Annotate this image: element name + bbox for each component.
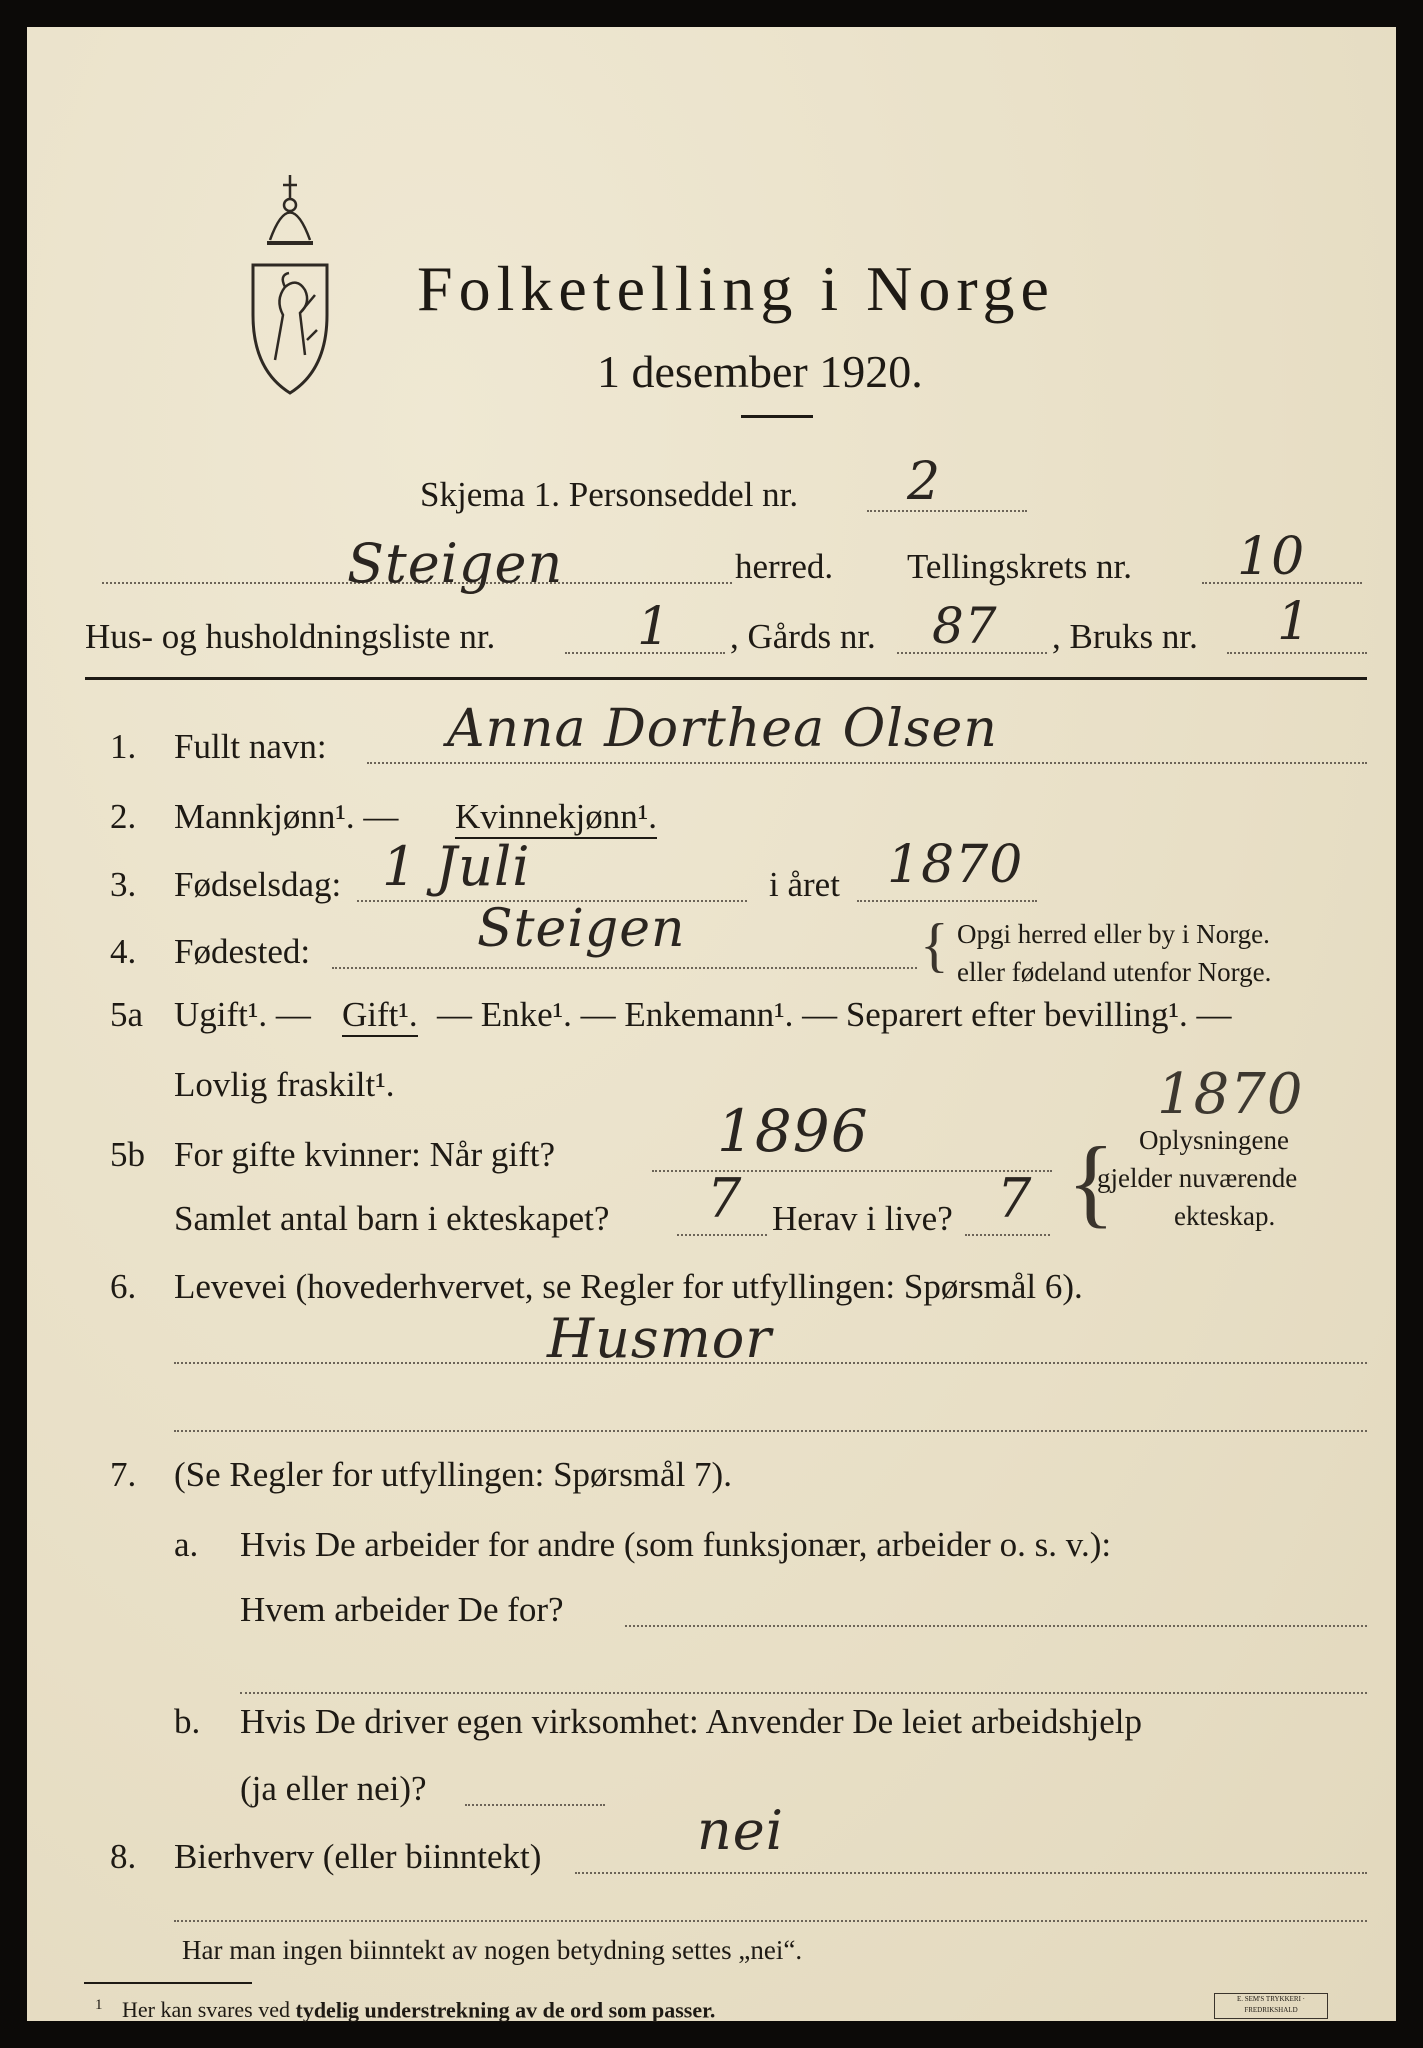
- schema-label: Skjema 1. Personseddel nr.: [420, 475, 799, 514]
- q5b-alive-value: 7: [997, 1167, 1033, 1230]
- q8-dotted-line: [575, 1872, 1367, 1874]
- q5b-note-line1: Oplysningene: [1139, 1125, 1289, 1155]
- q5b-number: 5b: [110, 1135, 145, 1174]
- bruks-dotted-line: [1227, 652, 1367, 654]
- q7a-line1: Hvis De arbeider for andre (som funksjonær, arbeider o. s. v.):: [240, 1525, 1112, 1564]
- header-divider: [85, 677, 1367, 680]
- q5b-married-value: 1896: [717, 1097, 869, 1165]
- q5b-alive-dotted-line: [965, 1234, 1050, 1236]
- gards-label: , Gårds nr.: [730, 617, 876, 656]
- q4-note-brace: {: [920, 912, 949, 978]
- q4-value: Steigen: [477, 899, 686, 959]
- q3-label: Fødselsdag:: [174, 865, 342, 904]
- q5b-note-line3: ekteskap.: [1174, 1201, 1276, 1231]
- q3-year-label: i året: [769, 865, 840, 904]
- q3-number: 3.: [110, 865, 137, 904]
- q7a-dotted-line2: [240, 1692, 1367, 1694]
- q3-year-value: 1870: [887, 835, 1024, 895]
- q5a-number: 5a: [110, 995, 144, 1034]
- q6-dotted-line1: [174, 1362, 1367, 1364]
- q8-label: Bierhverv (eller biinntekt): [174, 1837, 542, 1876]
- q6-number: 6.: [110, 1267, 137, 1306]
- q5a-other-options: — Enke¹. — Enkemann¹. — Separert efter bevilling¹. —: [437, 995, 1232, 1034]
- q1-value: Anna Dorthea Olsen: [447, 699, 998, 759]
- q7a-letter: a.: [174, 1525, 199, 1564]
- q5b-note-line2: gjelder nuværende: [1097, 1163, 1298, 1193]
- gards-value: 87: [932, 597, 998, 655]
- q8-value: nei: [697, 1799, 785, 1862]
- q6-label: Levevei (hovederhvervet, se Regler for utfyllingen: Spørsmål 6).: [174, 1267, 1083, 1306]
- printer-stamp: [1214, 1993, 1328, 2019]
- q5a-ugift-option: Ugift¹. —: [174, 995, 311, 1034]
- q5b-note-brace: {: [1067, 1126, 1115, 1237]
- q7-label: (Se Regler for utfyllingen: Spørsmål 7).: [174, 1455, 732, 1494]
- q3-year-dotted-line: [857, 900, 1037, 902]
- hus-value: 1: [637, 597, 672, 657]
- q2-number: 2.: [110, 797, 137, 836]
- q2-female-option-underlined: Kvinnekjønn¹.: [455, 797, 657, 839]
- footnote-divider: [84, 1982, 252, 1984]
- census-form-sheet: [27, 27, 1396, 2021]
- q4-label: Fødested:: [174, 932, 311, 971]
- instruction-note: Har man ingen biinntekt av nogen betydning settes „nei“.: [182, 1935, 803, 1965]
- herred-value: Steigen: [347, 532, 564, 595]
- q4-note-line2: eller fødeland utenfor Norge.: [957, 957, 1272, 987]
- printer-stamp-text: E. SEM'S TRYKKERI · FREDRIKSHALD: [1236, 1995, 1306, 2014]
- q7b-letter: b.: [174, 1702, 201, 1741]
- schema-value: 2: [907, 452, 942, 512]
- q4-number: 4.: [110, 932, 137, 971]
- tellingskrets-value: 10: [1237, 527, 1306, 587]
- norway-coat-of-arms-icon: [245, 165, 335, 400]
- footnote-text: Her kan svares ved: [122, 1997, 290, 2023]
- q5b-married-label: For gifte kvinner: Når gift?: [174, 1135, 556, 1174]
- q5b-children-label: Samlet antal barn i ekteskapet?: [174, 1199, 610, 1238]
- form-title: Folketelling i Norge: [417, 253, 1055, 324]
- footnote: [95, 1997, 715, 2023]
- schema-dotted-line: [867, 510, 1027, 512]
- q5b-extra-note: 1870: [1157, 1062, 1304, 1127]
- bruks-label: , Bruks nr.: [1052, 617, 1198, 656]
- q1-dotted-line: [367, 762, 1367, 764]
- q5a-gift-option-underlined: Gift¹.: [342, 995, 418, 1037]
- q6-dotted-line2: [174, 1430, 1367, 1432]
- hus-label: Hus- og husholdningsliste nr.: [85, 617, 496, 656]
- q5b-children-dotted-line: [677, 1234, 767, 1236]
- census-date: 1 desember 1920.: [597, 346, 923, 397]
- herred-label: herred.: [735, 547, 834, 586]
- q7a-dotted-line1: [625, 1625, 1367, 1627]
- q7-number: 7.: [110, 1455, 137, 1494]
- q6-value: Husmor: [547, 1307, 773, 1370]
- q7b-dotted-line: [465, 1804, 605, 1806]
- q5b-alive-label: Herav i live?: [772, 1199, 953, 1238]
- footnote-bold-text: tydelig understrekning av de ord som passer.: [295, 1997, 716, 2023]
- q8-dotted-line2: [174, 1920, 1367, 1922]
- q2-male-option: Mannkjønn¹. —: [174, 797, 399, 836]
- q3-day-value: 1 Juli: [382, 835, 531, 898]
- q8-number: 8.: [110, 1837, 137, 1876]
- q7a-line2: Hvem arbeider De for?: [240, 1590, 564, 1629]
- q4-note-line1: Opgi herred eller by i Norge.: [957, 919, 1270, 949]
- footnote-mark: 1: [95, 1997, 103, 2013]
- q7b-line2: (ja eller nei)?: [240, 1769, 427, 1808]
- q5a-line2: Lovlig fraskilt¹.: [174, 1065, 395, 1104]
- q1-label: Fullt navn:: [174, 727, 327, 766]
- q4-dotted-line: [332, 967, 917, 969]
- title-divider: [741, 415, 813, 418]
- bruks-value: 1: [1277, 592, 1312, 652]
- q5b-children-value: 7: [707, 1167, 743, 1230]
- tellingskrets-label: Tellingskrets nr.: [907, 547, 1133, 586]
- q7b-line1: Hvis De driver egen virksomhet: Anvender De leiet arbeidshjelp: [240, 1702, 1142, 1741]
- q1-number: 1.: [110, 727, 137, 766]
